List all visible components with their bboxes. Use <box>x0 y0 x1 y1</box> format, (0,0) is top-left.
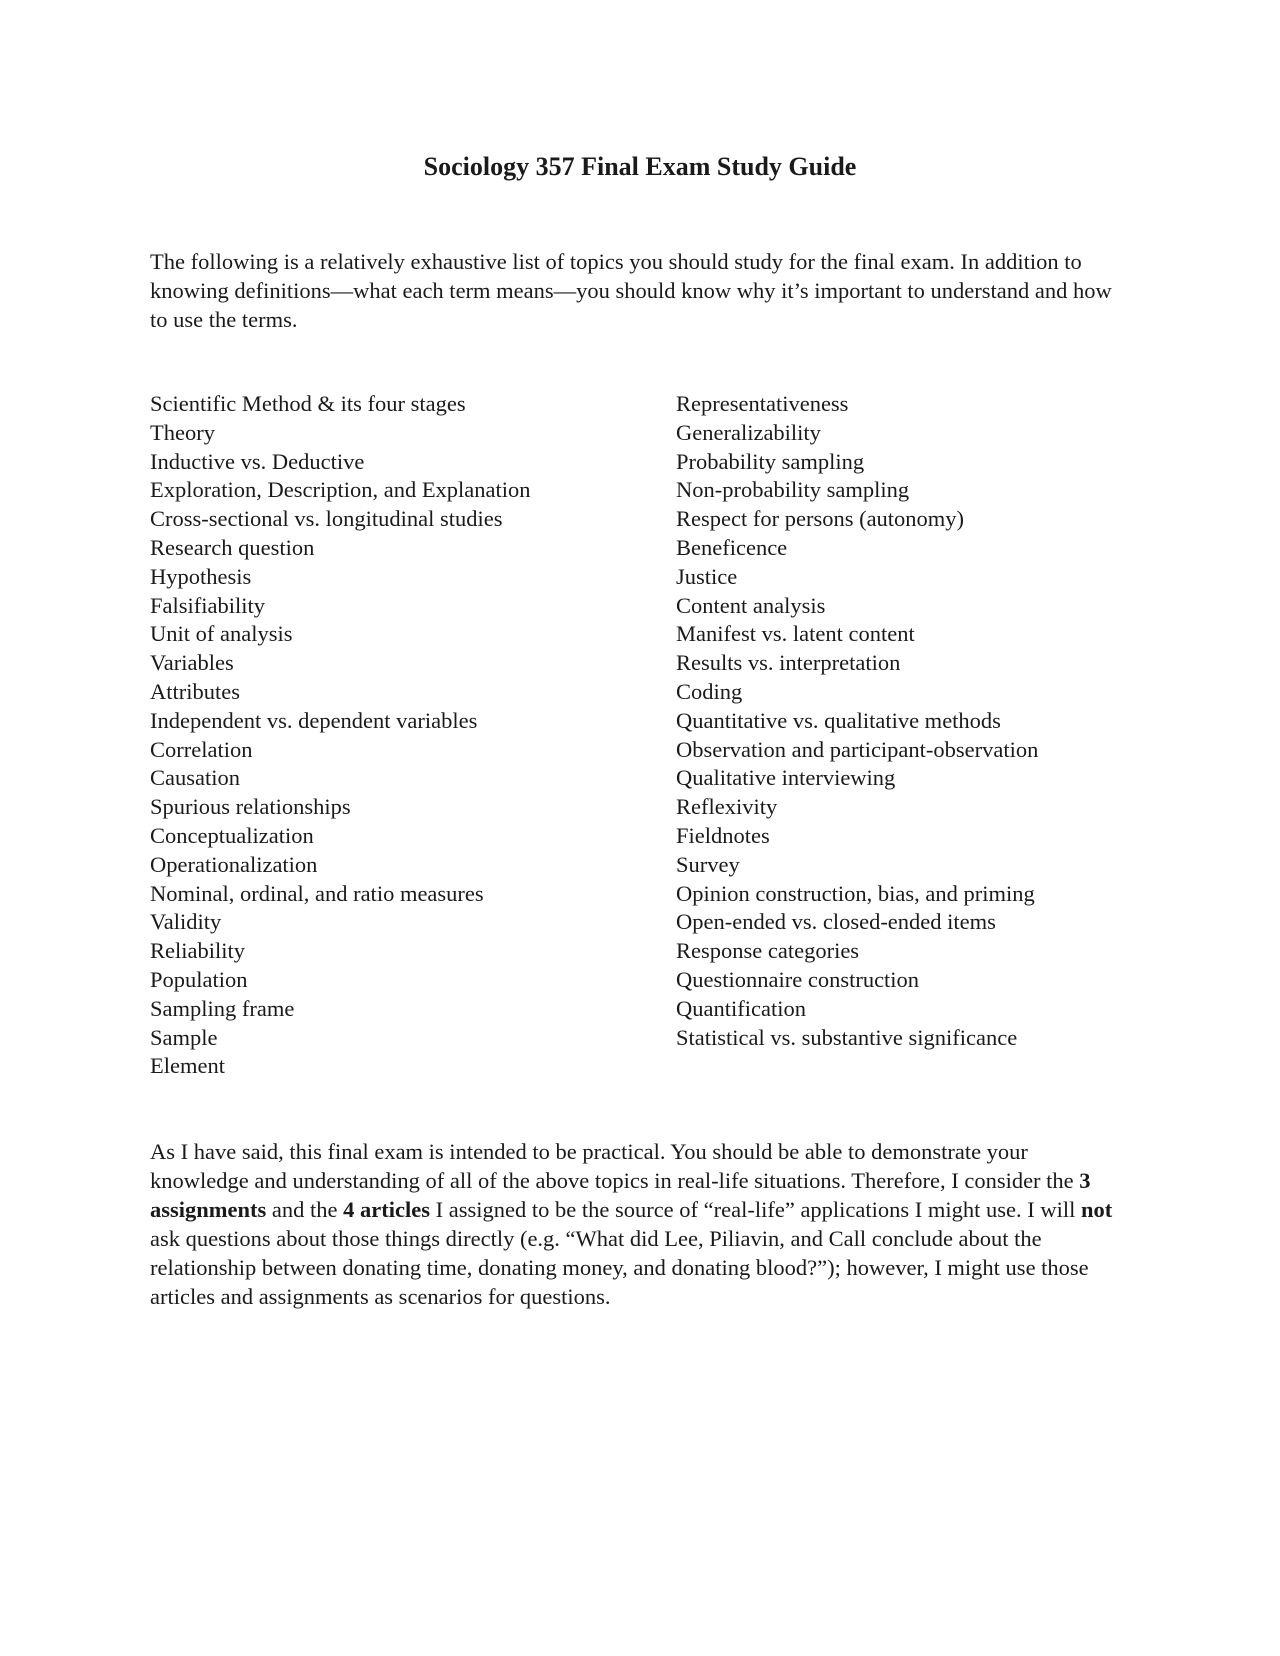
list-item: Beneficence <box>676 534 788 560</box>
list-item: Qualitative interviewing <box>676 765 896 791</box>
list-item: Variables <box>150 650 234 676</box>
list-item: Spurious relationships <box>150 794 351 820</box>
topic-list-left <box>150 390 650 1081</box>
list-item: Theory <box>150 419 215 445</box>
topic-list-right <box>676 390 1176 1052</box>
emphasis-not: not <box>1081 1197 1113 1222</box>
list-item: Survey <box>676 851 740 877</box>
list-item: Inductive vs. Deductive <box>150 448 365 474</box>
closing-text: I assigned to be the source of “real-life” applications I might use. I will <box>429 1197 1082 1222</box>
list-item: Population <box>150 966 248 992</box>
closing-text: ask questions about those things directly (e.g. “What did Lee, Piliavin, and Call conclude about the relationship between donating time, donating money, and donating blood?”); however, I might use those articles and assignments as scenarios for questions. <box>150 1226 1089 1309</box>
list-item: Exploration, Description, and Explanation <box>150 477 531 503</box>
closing-text: and the <box>266 1197 344 1222</box>
list-item: Questionnaire construction <box>676 966 920 992</box>
list-item: Non-probability sampling <box>676 477 910 503</box>
closing-text: As I have said, this final exam is intended to be practical. You should be able to demonstrate your knowledge and understanding of all of the above topics in real-life situations. Therefore, I consider the <box>150 1139 1080 1193</box>
list-item: Unit of analysis <box>150 621 293 647</box>
list-item: Justice <box>676 563 738 589</box>
list-item: Independent vs. dependent variables <box>150 707 478 733</box>
list-item: Sample <box>150 1024 218 1050</box>
list-item: Scientific Method & its four stages <box>150 391 466 416</box>
list-item: Statistical vs. substantive significance <box>676 1024 1018 1050</box>
list-item: Cross-sectional vs. longitudinal studies <box>150 506 503 532</box>
list-item: Coding <box>676 678 743 704</box>
list-item: Causation <box>150 765 240 791</box>
list-item: Correlation <box>150 736 253 762</box>
list-item: Representativeness <box>676 391 849 416</box>
list-item: Validity <box>150 909 222 935</box>
list-item: Falsifiability <box>150 592 265 618</box>
list-item: Reflexivity <box>676 794 778 820</box>
list-item: Probability sampling <box>676 448 865 474</box>
list-item: Hypothesis <box>150 563 252 589</box>
list-item: Results vs. interpretation <box>676 650 901 676</box>
list-item: Opinion construction, bias, and priming <box>676 880 1035 906</box>
list-item: Conceptualization <box>150 822 314 848</box>
list-item: Operationalization <box>150 851 318 877</box>
list-item: Generalizability <box>676 419 821 445</box>
list-item: Element <box>150 1053 225 1079</box>
page-title: Sociology 357 Final Exam Study Guide <box>423 152 857 181</box>
list-item: Fieldnotes <box>676 822 770 848</box>
list-item: Research question <box>150 534 315 560</box>
list-item: Attributes <box>150 678 240 704</box>
list-item: Open-ended vs. closed-ended items <box>676 909 996 935</box>
list-item: Nominal, ordinal, and ratio measures <box>150 880 484 906</box>
list-item: Quantification <box>676 995 806 1021</box>
list-item: Response categories <box>676 938 860 964</box>
list-item: Reliability <box>150 938 245 964</box>
list-item: Manifest vs. latent content <box>676 621 915 647</box>
list-item: Sampling frame <box>150 995 295 1021</box>
list-item: Content analysis <box>676 592 826 618</box>
list-item: Respect for persons (autonomy) <box>676 506 965 532</box>
emphasis-assignments: 3 assignments <box>150 1168 1091 1222</box>
emphasis-articles: 4 articles <box>343 1197 430 1222</box>
list-item: Observation and participant-observation <box>676 736 1039 762</box>
closing-paragraph <box>150 1137 1130 1311</box>
list-item: Quantitative vs. qualitative methods <box>676 707 1001 733</box>
intro-paragraph: The following is a relatively exhaustive list of topics you should study for the final exam. In addition to knowing definitions—what each term means—you should know why it’s important to understand and how to use the terms. <box>150 249 1112 332</box>
